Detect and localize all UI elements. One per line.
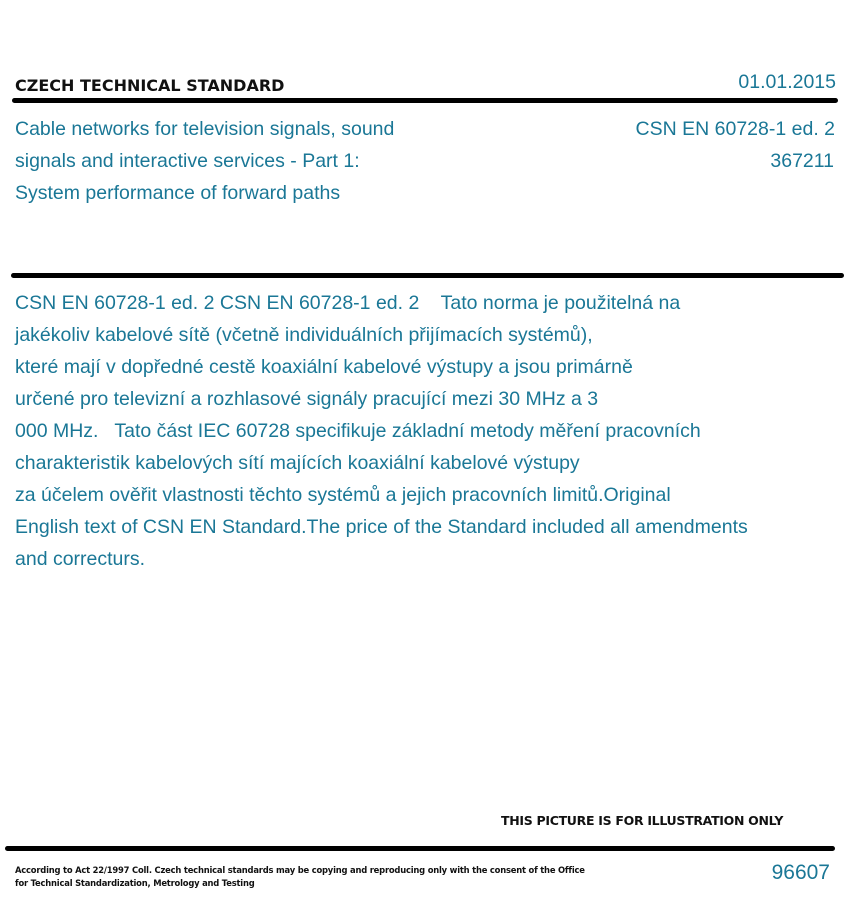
standard-code: CSN EN 60728-1 ed. 2: [635, 118, 835, 140]
illustration-note: THIS PICTURE IS FOR ILLUSTRATION ONLY: [501, 813, 784, 828]
body-line: jakékoliv kabelové sítě (včetně individuálních přijímacích systémů),: [15, 324, 593, 346]
body-line: charakteristik kabelových sítí majících koaxiální kabelové výstupy: [15, 452, 580, 474]
header-divider: [12, 98, 838, 103]
document-number: 96607: [771, 861, 830, 884]
footer-divider: [5, 846, 835, 851]
body-line: English text of CSN EN Standard.The price of the Standard included all amendments: [15, 516, 748, 538]
legal-line: According to Act 22/1997 Coll. Czech technical standards may be copying and reproducing only with the consent of the Office: [15, 865, 585, 875]
body-line: za účelem ověřit vlastnosti těchto systémů a jejich pracovních limitů.Original: [15, 484, 671, 506]
body-line: CSN EN 60728-1 ed. 2 CSN EN 60728-1 ed. 2 Tato norma je použitelná na: [15, 292, 681, 314]
publication-date: 01.01.2015: [738, 71, 836, 93]
title-line: System performance of forward paths: [15, 182, 341, 204]
document-type-label: CZECH TECHNICAL STANDARD: [15, 76, 285, 95]
body-line: určené pro televizní a rozhlasové signály pracující mezi 30 MHz a 3: [15, 388, 599, 410]
title-line: Cable networks for television signals, sound: [15, 118, 395, 140]
title-divider: [11, 273, 844, 278]
catalog-number: 367211: [770, 150, 834, 172]
legal-notice: [15, 864, 585, 890]
title-line: signals and interactive services - Part 1:: [15, 150, 360, 172]
legal-line: for Technical Standardization, Metrology and Testing: [15, 878, 255, 888]
body-line: 000 MHz. Tato část IEC 60728 specifikuje základní metody měření pracovních: [15, 420, 701, 442]
body-line: and correcturs.: [15, 548, 146, 570]
body-line: které mají v dopředné cestě koaxiální kabelové výstupy a jsou primárně: [15, 356, 633, 378]
